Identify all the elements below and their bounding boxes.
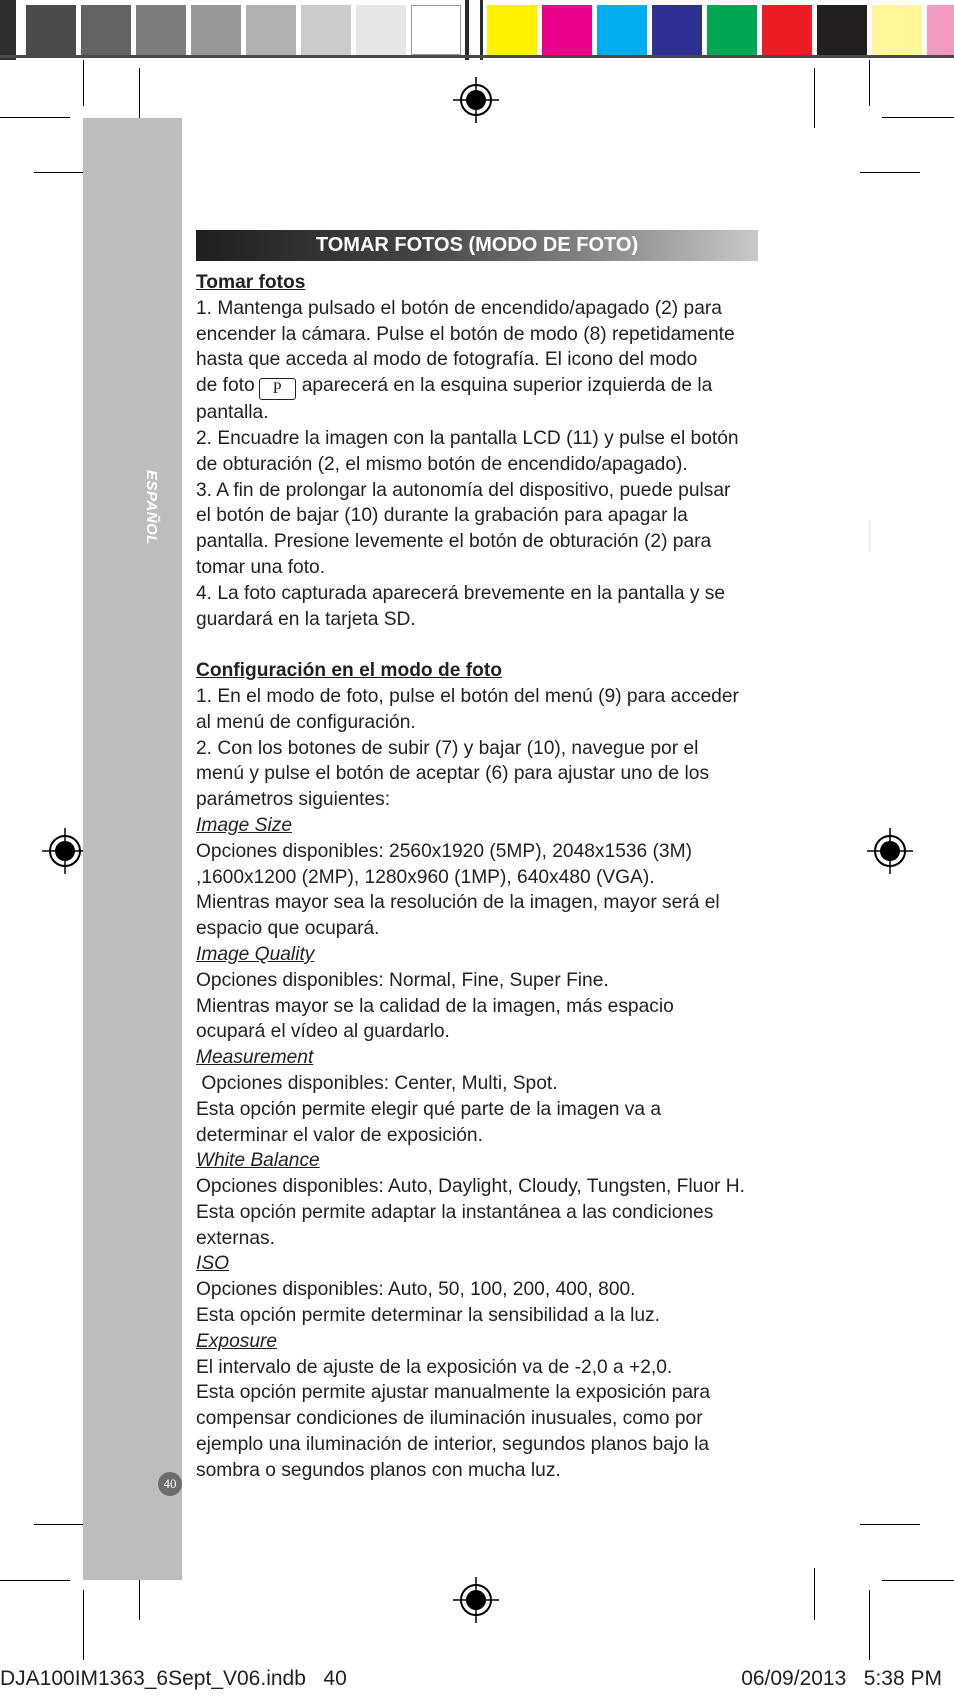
footer-date: 06/09/2013 5:38 PM: [741, 1667, 942, 1690]
text-line: 2. Encuadre la imagen con la pantalla LCD (11) y pulse el botón: [196, 427, 739, 449]
color-swatch: [542, 5, 592, 55]
color-swatch: [0, 0, 16, 60]
text-line: de obturación (2, el mismo botón de encendido/apagado).: [196, 453, 688, 475]
text-line: Opciones disponibles: Auto, Daylight, Cloudy, Tungsten, Fluor H.: [196, 1176, 745, 1198]
registration-mark-icon: [453, 1577, 499, 1623]
side-band: [83, 118, 182, 1580]
heading-take-photos: Tomar fotos: [196, 272, 306, 293]
crop-mark: [882, 117, 954, 118]
crop-mark: [860, 172, 920, 173]
color-bar-divider: [465, 0, 469, 60]
text-line: ejemplo una iluminación de interior, segundos planos bajo la: [196, 1434, 710, 1456]
text-line: Opciones disponibles: Normal, Fine, Super Fine.: [196, 969, 609, 991]
subheading-measurement: Measurement: [196, 1047, 314, 1069]
color-swatch: [597, 5, 647, 55]
color-swatch: [411, 5, 461, 55]
text-line: tomar una foto.: [196, 556, 326, 578]
crop-mark: [0, 1580, 70, 1581]
text-line: compensar condiciones de iluminación inusuales, como por: [196, 1408, 703, 1430]
text-line: al menú de configuración.: [196, 711, 416, 733]
text-line: menú y pulse el botón de aceptar (6) para ajustar uno de los: [196, 763, 710, 785]
page-number-badge: 40: [158, 1472, 182, 1496]
text-line: [196, 373, 766, 400]
color-bar-baseline: [0, 55, 954, 58]
text-line: El intervalo de ajuste de la exposición va de -2,0 a +2,0.: [196, 1356, 673, 1378]
text-line: Esta opción permite ajustar manualmente la exposición para: [196, 1382, 711, 1404]
crop-mark: [860, 1524, 920, 1525]
color-swatch: [81, 5, 131, 55]
subheading-exposure: Exposure: [196, 1330, 278, 1352]
color-swatch: [652, 5, 702, 55]
color-swatch: [26, 5, 76, 55]
text-line: Opciones disponibles: Center, Multi, Spot.: [196, 1072, 558, 1094]
text-line: espacio que ocupará.: [196, 918, 380, 940]
crop-mark: [0, 117, 70, 118]
color-swatch: [817, 5, 867, 55]
crop-mark: [869, 1590, 870, 1660]
text-line: pantalla. Presione levemente el botón de obturación (2) para: [196, 531, 712, 553]
text-line: Esta opción permite determinar la sensibilidad a la luz.: [196, 1305, 660, 1327]
text-line: Opciones disponibles: 2560x1920 (5MP), 2048x1536 (3M): [196, 840, 692, 862]
subheading-white-balance: White Balance: [196, 1150, 320, 1172]
crop-mark: [83, 1590, 84, 1660]
color-swatch: [487, 5, 537, 55]
text-line: el botón de bajar (10) durante la grabación para apagar la: [196, 505, 688, 527]
text-line: 3. A fin de prolongar la autonomía del dispositivo, puede pulsar: [196, 479, 731, 501]
text-line: sombra o segundos planos con mucha luz.: [196, 1459, 561, 1481]
registration-mark-icon: [867, 828, 913, 874]
printer-color-bar: [0, 0, 954, 60]
text-line: Mientras mayor se la calidad de la imagen, más espacio: [196, 995, 674, 1017]
text-line: 1. Mantenga pulsado el botón de encendido/apagado (2) para: [196, 297, 722, 319]
text-line: Mientras mayor sea la resolución de la imagen, mayor será el: [196, 892, 720, 914]
print-speck: [869, 520, 871, 552]
registration-mark-icon: [42, 828, 88, 874]
text-line: 1. En el modo de foto, pulse el botón del menú (9) para acceder: [196, 685, 739, 707]
color-swatch: [191, 5, 241, 55]
main-content: [196, 270, 766, 1484]
section-title-banner: [196, 230, 758, 261]
color-swatch: [136, 5, 186, 55]
color-swatch: [356, 5, 406, 55]
registration-mark-icon: [453, 77, 499, 123]
text-line: Opciones disponibles: Auto, 50, 100, 200, 400, 800.: [196, 1279, 636, 1301]
crop-mark: [814, 1568, 815, 1620]
color-swatch: [301, 5, 351, 55]
color-swatch: [246, 5, 296, 55]
text-line: Esta opción permite elegir qué parte de la imagen va a: [196, 1098, 662, 1120]
heading-photo-settings: Configuración en el modo de foto: [196, 660, 502, 682]
language-tab: ESPAÑOL: [143, 470, 160, 545]
text-line: encender la cámara. Pulse el botón de modo (8) repetidamente: [196, 323, 735, 345]
text-line: hasta que acceda al modo de fotografía. El icono del modo: [196, 349, 698, 371]
text-line: ocupará el vídeo al guardarlo.: [196, 1021, 450, 1043]
color-swatch: [927, 5, 954, 55]
color-swatch: [762, 5, 812, 55]
spacer: [196, 632, 766, 658]
section-title: TOMAR FOTOS (MODO DE FOTO): [315, 234, 639, 256]
text-line: parámetros siguientes:: [196, 789, 391, 811]
crop-mark: [869, 60, 870, 106]
color-swatch: [872, 5, 922, 55]
crop-mark: [814, 68, 815, 128]
text-fragment: de foto: [196, 375, 255, 397]
text-line: externas.: [196, 1227, 275, 1249]
text-fragment: aparecerá en la esquina superior izquierda de la: [301, 375, 713, 397]
text-line: ,1600x1200 (2MP), 1280x960 (1MP), 640x480 (VGA).: [196, 866, 655, 888]
crop-mark: [83, 60, 84, 106]
color-swatch: [707, 5, 757, 55]
photo-mode-icon: P: [259, 378, 296, 400]
text-line: Esta opción permite adaptar la instantánea a las condiciones: [196, 1201, 714, 1223]
subheading-image-size: Image Size: [196, 814, 292, 836]
footer-file-name: DJA100IM1363_6Sept_V06.indb 40: [0, 1667, 347, 1690]
color-bar-divider: [480, 0, 483, 60]
subheading-iso: ISO: [196, 1253, 230, 1275]
text-line: guardará en la tarjeta SD.: [196, 608, 416, 630]
text-line: pantalla.: [196, 402, 269, 424]
crop-mark: [882, 1580, 954, 1581]
text-line: 4. La foto capturada aparecerá brevemente en la pantalla y se: [196, 582, 726, 604]
subheading-image-quality: Image Quality: [196, 943, 315, 965]
text-line: 2. Con los botones de subir (7) y bajar (10), navegue por el: [196, 737, 699, 759]
text-line: determinar el valor de exposición.: [196, 1124, 483, 1146]
